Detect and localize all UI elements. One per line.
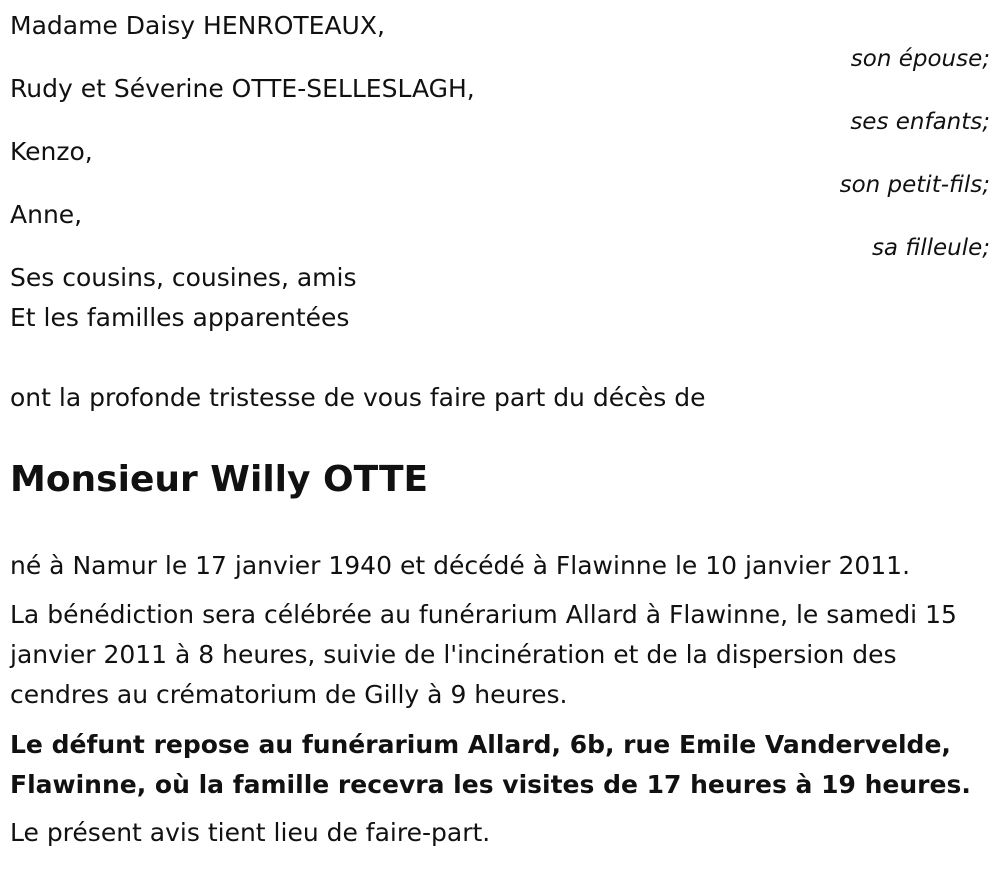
family-member-relation: son épouse; xyxy=(850,46,990,72)
birth-death-text: né à Namur le 17 janvier 1940 et décédé à Flawinne le 10 janvier 2011. xyxy=(10,551,911,580)
family-entry-goddaughter xyxy=(10,200,990,260)
family-member-name: Kenzo, xyxy=(10,137,93,166)
deceased-name: Monsieur Willy OTTE xyxy=(10,459,429,500)
family-member-name: Rudy et Séverine OTTE-SELLESLAGH, xyxy=(10,74,475,103)
other-relatives-line: Ses cousins, cousines, amis xyxy=(10,263,357,292)
family-member-relation: son petit-fils; xyxy=(839,172,990,198)
announcement-text: ont la profonde tristesse de vous faire part du décès de xyxy=(10,383,706,412)
family-member-relation: ses enfants; xyxy=(850,109,990,135)
family-member-name: Madame Daisy HENROTEAUX, xyxy=(10,11,385,40)
family-entry-spouse xyxy=(10,11,990,71)
family-entry-children xyxy=(10,74,990,134)
closing-text: Le présent avis tient lieu de faire-part. xyxy=(10,818,491,847)
family-member-relation: sa filleule; xyxy=(871,235,990,261)
family-entry-grandson xyxy=(10,137,990,197)
family-member-name: Anne, xyxy=(10,200,83,229)
other-relatives-line: Et les familles apparentées xyxy=(10,303,350,332)
ceremony-text: La bénédiction sera célébrée au funérarium Allard à Flawinne, le samedi 15 janvier 2011 à 8 heures, suivie de l'incinération et de la dispersion des cendres au crématorium de Gilly à 9 heures. xyxy=(10,600,957,709)
viewing-text: Le défunt repose au funérarium Allard, 6b, rue Emile Vandervelde, Flawinne, où la famille recevra les visites de 17 heures à 19 heures. xyxy=(10,730,971,799)
